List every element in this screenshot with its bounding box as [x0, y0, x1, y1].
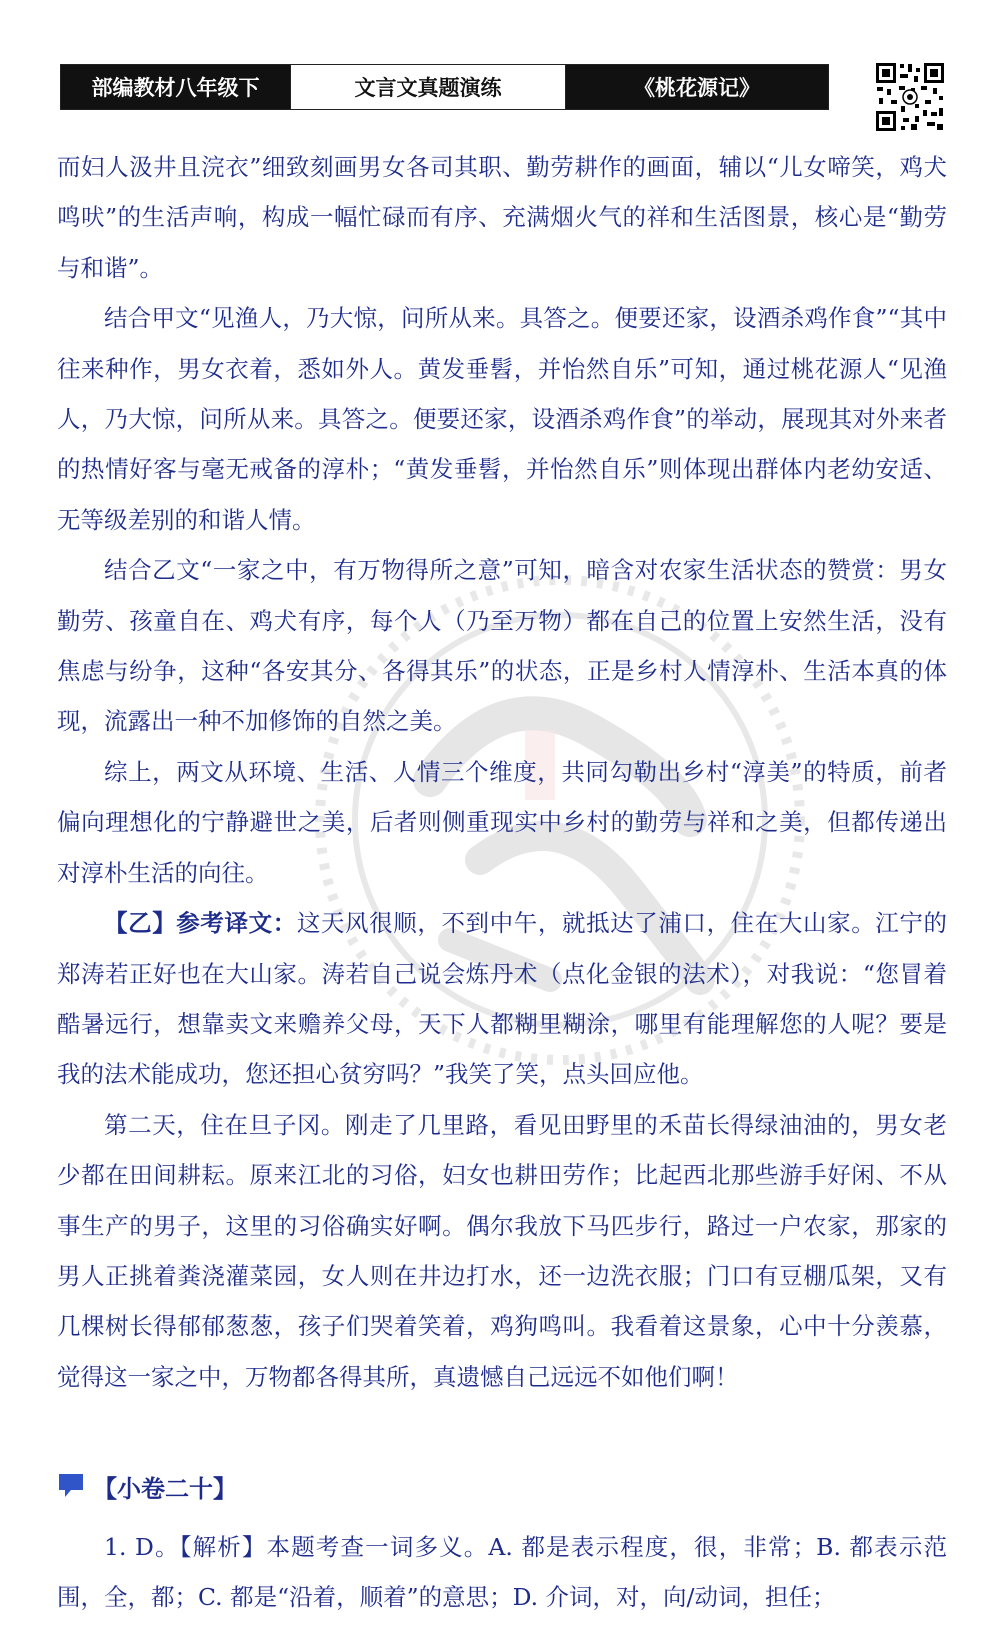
translation-paragraph-2: 第二天，住在旦子冈。刚走了几里路，看见田野里的禾苗长得绿油油的，男女老少都在田间耕耘。原来江北的习俗，妇女也耕田劳作；比起西北那些游手好闲、不从事生产的男子，这里的习俗确实好啊。偶尔我放下马匹步行，路过一户农家，那家的男人正挑着粪浇灌菜园，女人则在井边打水，还一边洗衣服；门口有豆棚瓜架，又有几棵树长得郁郁葱葱，孩子们哭着笑着，鸡狗鸣叫。我看着这景象，心中十分羡慕，觉得这一家之中，万物都各得其所，真遗憾自己远远不如他们啊！ [57, 1110, 947, 1391]
paragraph-3: 结合乙文“一家之中，有万物得所之意”可知，暗含对农家生活状态的赞赏：男女勤劳、孩童自在、鸡犬有序，每个人（乃至万物）都在自己的位置上安然生活，没有焦虑与纷争，这种“各安其分、各得其乐”的状态，正是乡村人情淳朴、生活本真的体现，流露出一种不加修饰的自然之美。 [57, 556, 947, 736]
paragraph-1: 而妇人汲井且浣衣”细致刻画男女各司其职、勤劳耕作的画面，辅以“儿女啼笑，鸡犬鸣吠”的生活声响，构成一幅忙碌而有序、充满烟火气的祥和生活图景，核心是“勤劳与和谐”。 [57, 153, 947, 282]
answer-block [57, 1522, 947, 1623]
answer-1: 1. D。【解析】本题考查一词多义。A. 都是表示程度，很，非常；B. 都表示范围，全，都；C. 都是“沿着，顺着”的意思；D. 介词，对，向/动词，担任； [57, 1533, 947, 1612]
paragraph-4: 综上，两文从环境、生活、人情三个维度，共同勾勒出乡村“淳美”的特质，前者偏向理想化的宁静避世之美，后者则侧重现实中乡村的勤劳与祥和之美，但都传递出对淳朴生活的向往。 [57, 757, 947, 887]
translation-paragraph-1 [57, 898, 947, 1100]
section-header [57, 1463, 237, 1509]
document-body [57, 142, 947, 1402]
qr-code-icon [875, 62, 945, 132]
translation-label: 【乙】参考译文： [104, 909, 297, 938]
header-bar [60, 64, 829, 110]
paragraph-2: 结合甲文“见渔人，乃大惊，问所从来。具答之。便要还家，设酒杀鸡作食”“其中往来种作，男女衣着，悉如外人。黄发垂髫，并怡然自乐”可知，通过桃花源人“见渔人，乃大惊，问所从来。具答之。便要还家，设酒杀鸡作食”的举动，展现其对外来者的热情好客与毫无戒备的淳朴；“黄发垂髫，并怡然自乐”则体现出群体内老幼安适、无等级差别的和谐人情。 [57, 304, 947, 534]
header-lesson: 《桃花源记》 [566, 65, 828, 109]
header-title: 文言文真题演练 [290, 65, 566, 109]
chat-bubble-icon [57, 1471, 87, 1501]
section-title: 【小卷二十】 [93, 1473, 237, 1503]
translation-text-1: 这天风很顺，不到中午，就抵达了浦口，住在大山家。江宁的郑涛若正好也在大山家。涛若自己说会炼丹术（点化金银的法术），对我说：“您冒着酷暑远行，想靠卖文来赡养父母，天下人都糊里糊涂，哪里有能理解您的人呢？要是我的法术能成功，您还担心贫穷吗？”我笑了笑，点头回应他。 [57, 909, 948, 1089]
header-grade: 部编教材八年级下 [61, 65, 290, 109]
